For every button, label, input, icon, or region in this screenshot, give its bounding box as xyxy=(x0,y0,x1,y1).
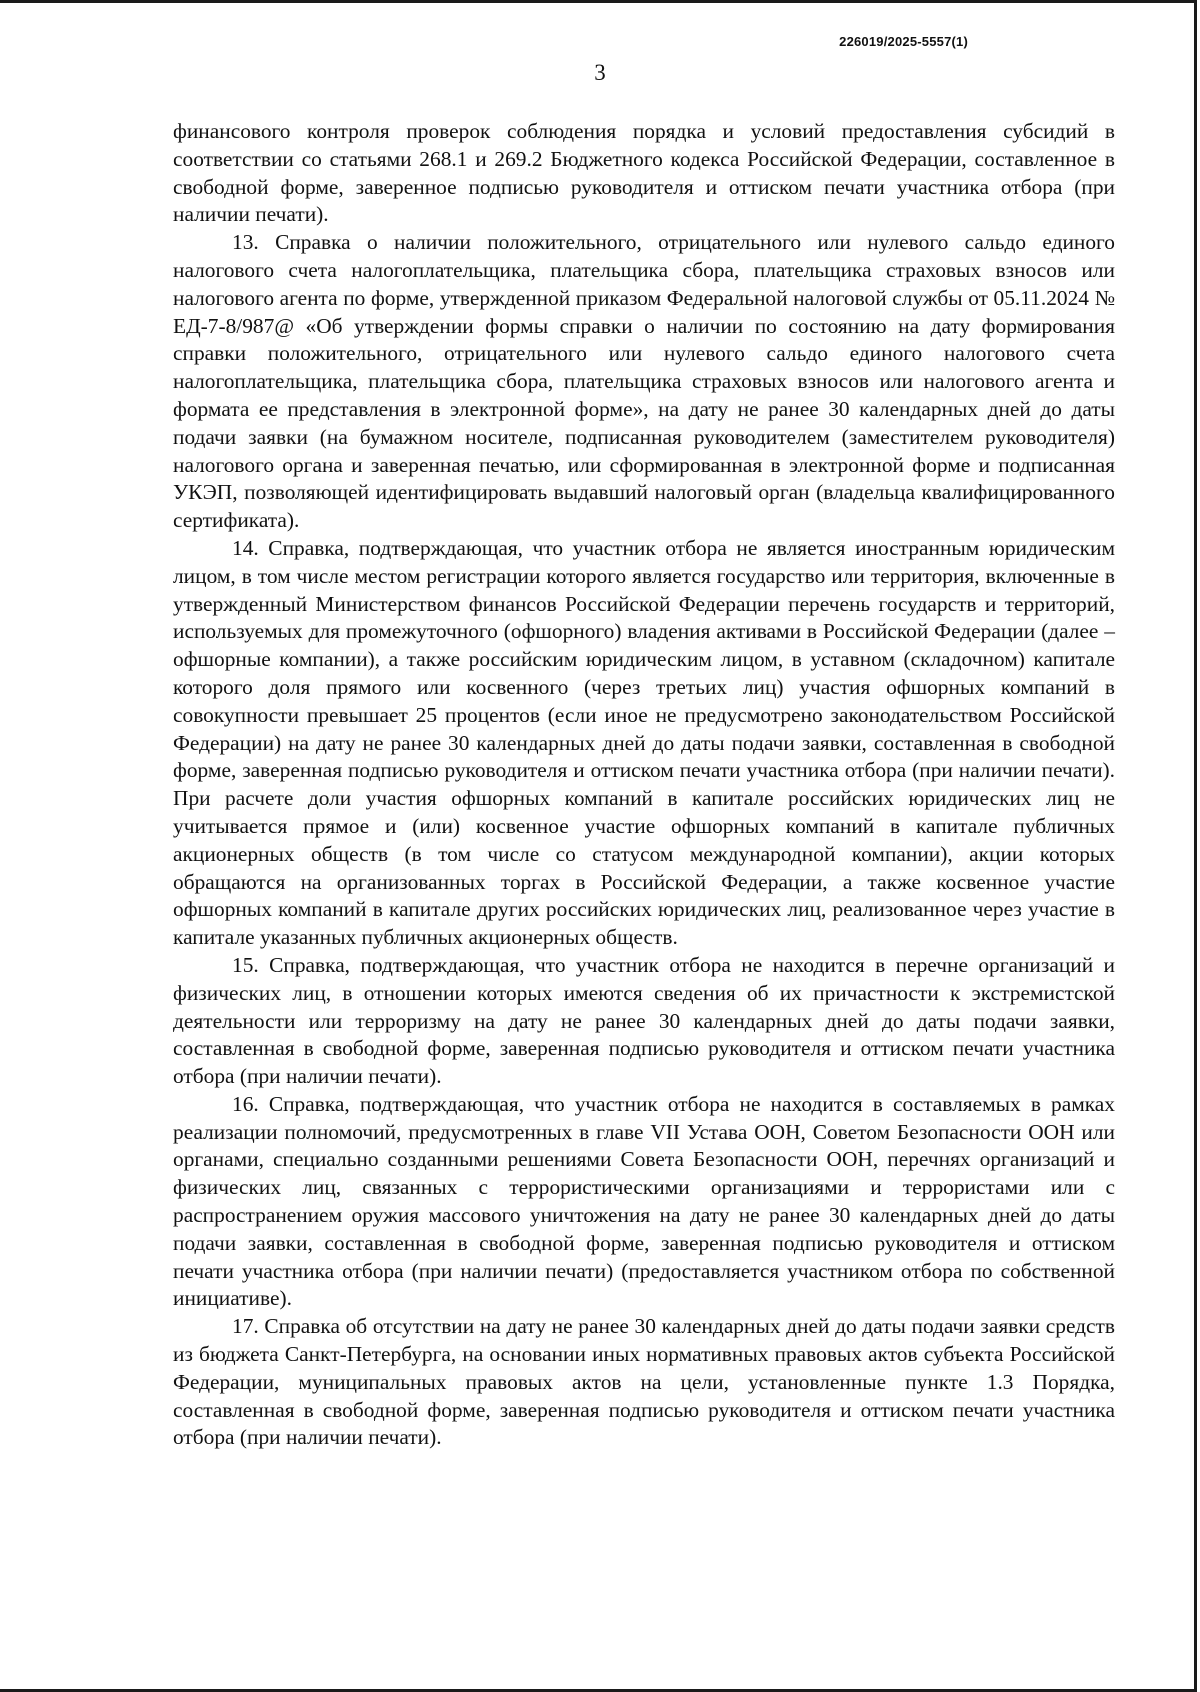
paragraph-15: 15. Справка, подтверждающая, что участник отбора не находится в перечне организаций и физических лиц, в отношении которых имеются сведения об их причастности к экстремистской деятельности или терроризму на дату не ранее 30 календарных дней до даты подачи заявки, составленная в свободной форме, заверенная подписью руководителя и оттиском печати участника отбора (при наличии печати). xyxy=(173,952,1115,1089)
page-number: 3 xyxy=(594,60,606,85)
paragraph-13: 13. Справка о наличии положительного, отрицательного или нулевого сальдо единого налогового счета налогоплательщика, плательщика сбора, плательщика страховых взносов или налогового агента по форме, утвержденной приказом Федеральной налоговой службы от 05.11.2024 № ЕД-7-8/987@ «Об утверждении формы справки о наличии по состоянию на дату формирования справки положительного, отрицательного или нулевого сальдо единого налогового счета налогоплательщика, плательщика сбора, плательщика страховых взносов или налогового агента и формата ее представления в электронной форме», на дату не ранее 30 календарных дней до даты подачи заявки (на бумажном носителе, подписанная руководителем (заместителем руководителя) налогового органа и заверенная печатью, или сформированная в электронной форме и подписанная УКЭП, позволяющей идентифицировать выдавший налоговый орган (владельца квалифицированного сертификата). xyxy=(173,230,1115,533)
paragraph-continued: финансового контроля проверок соблюдения порядка и условий предоставления субсидий в соответствии со статьями 268.1 и 269.2 Бюджетного кодекса Российской Федерации, составленное в свободной форме, заверенное подписью руководителя и оттиском печати участника отбора (при наличии печати). xyxy=(173,119,1115,227)
paragraph-14: 14. Справка, подтверждающая, что участник отбора не является иностранным юридическим лицом, в том числе местом регистрации которого является государство или территория, включенные в утвержденный Министерством финансов Российской Федерации перечень государств и территорий, используемых для промежуточного (офшорного) владения активами в Российской Федерации (далее – офшорные компании), а также российским юридическим лицом, в уставном (складочном) капитале которого доля прямого или косвенного (через третьих лиц) участия офшорных компаний в совокупности превышает 25 процентов (если иное не предусмотрено законодательством Российской Федерации) на дату не ранее 30 календарных дней до даты подачи заявки, составленная в свободной форме, заверенная подписью руководителя и оттиском печати участника отбора (при наличии печати). При расчете доли участия офшорных компаний в капитале российских юридических лиц не учитывается прямое и (или) косвенное участие офшорных компаний в капитале публичных акционерных обществ (в том числе со статусом международной компании), акции которых обращаются на организованных торгах в Российской Федерации, а также косвенное участие офшорных компаний в капитале других российских юридических лиц, реализованное через участие в капитале указанных публичных акционерных обществ. xyxy=(173,535,1115,950)
document-registration-number: 226019/2025-5557(1) xyxy=(839,34,968,49)
document-body xyxy=(173,118,1115,1452)
paragraph-17: 17. Справка об отсутствии на дату не ранее 30 календарных дней до даты подачи заявки средств из бюджета Санкт-Петербурга, на основании иных нормативных правовых актов субъекта Российской Федерации, муниципальных правовых актов на цели, установленные пункте 1.3 Порядка, составленная в свободной форме, заверенная подписью руководителя и оттиском печати участника отбора (при наличии печати). xyxy=(173,1314,1115,1450)
paragraph-16: 16. Справка, подтверждающая, что участник отбора не находится в составляемых в рамках реализации полномочий, предусмотренных в главе VII Устава ООН, Советом Безопасности ООН или органами, специально созданными решениями Совета Безопасности ООН, перечнях организаций и физических лиц, связанных с террористическими организациями и террористами или с распространением оружия массового уничтожения на дату не ранее 30 календарных дней до даты подачи заявки, составленная в свободной форме, заверенная подписью руководителя и оттиском печати участника отбора (при наличии печати) (предоставляется участником отбора по собственной инициативе). xyxy=(173,1091,1115,1311)
